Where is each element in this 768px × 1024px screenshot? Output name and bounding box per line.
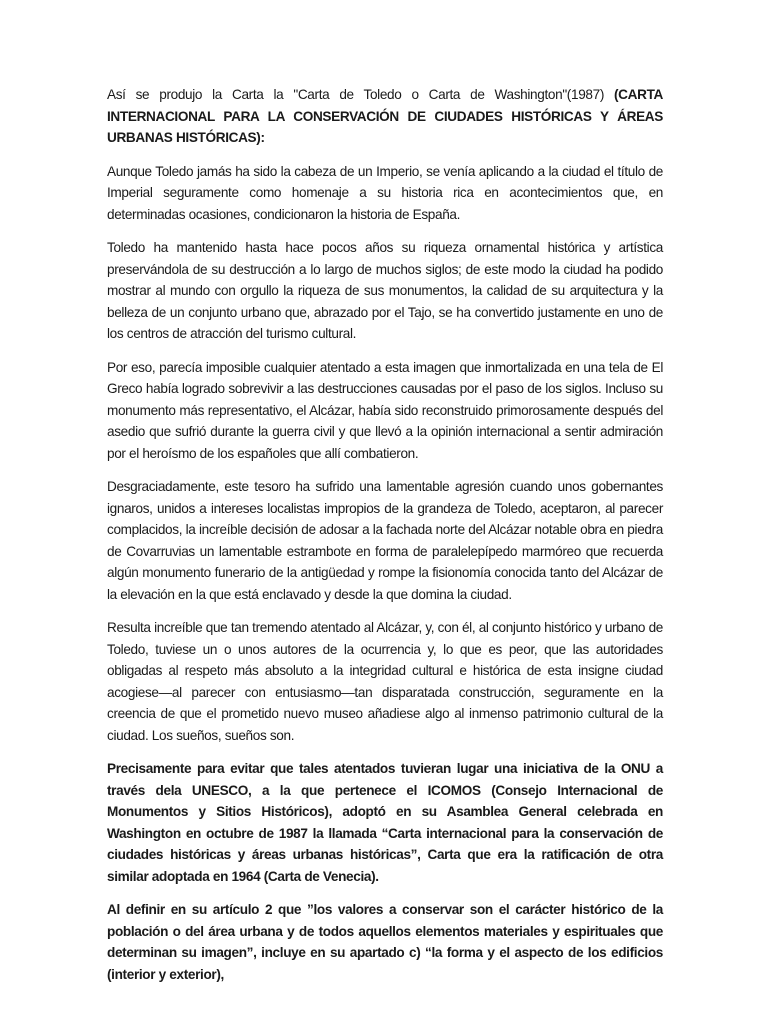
document-page [107, 84, 663, 997]
paragraph-unesco-icomos: Precisamente para evitar que tales atentados tuvieran lugar una iniciativa de la ONU a través dela UNESCO, a la que pertenece el ICOMOS (Consejo Internacional de Monumentos y Sitios Históricos), adoptó en su Asamblea General celebrada en Washington en octubre de 1987 la llamada “Carta internacional para la conservación de ciudades históricas y áreas urbanas históricas”, Carta que era la ratificación de otra similar adoptada en 1964 (Carta de Venecia). [107, 761, 663, 884]
paragraph-aggression: Desgraciadamente, este tesoro ha sufrido una lamentable agresión cuando unos gobernantes ignaros, unidos a intereses localistas impropios de la grandeza de Toledo, aceptaron, al parecer complacidos, la increíble decisión de adosar a la fachada norte del Alcázar notable obra en piedra de Covarruvias un lamentable estrambote en forma de paralelepípedo marmóreo que recuerda algún monumento funerario de la antigüedad y rompe la fisionomía conocida tanto del Alcázar de la elevación en la que está enclavado y desde la que domina la ciudad. [107, 479, 663, 602]
heading-intro: Así se produjo la Carta la "Carta de Toledo o Carta de Washington"(1987) [107, 87, 614, 102]
paragraph-ornamental-wealth: Toledo ha mantenido hasta hace pocos años su riqueza ornamental histórica y artística preservándola de su destrucción a lo largo de muchos siglos; de este modo la ciudad ha podido mostrar al mundo con orgullo la riqueza de sus monumentos, la calidad de su arquitectura y la belleza de un conjunto urbano que, abrazado por el Tajo, se ha convertido justamente en uno de los centros de atracción del turismo cultural. [107, 240, 663, 341]
paragraph-incredible-attack: Resulta increíble que tan tremendo atentado al Alcázar, y, con él, al conjunto histórico y urbano de Toledo, tuviese un o unos autores de la ocurrencia y, lo que es peor, que las autoridades obligadas al respeto más absoluto a la integridad cultural e histórica de esta insigne ciudad acogiese—al parecer con entusiasmo—tan disparatada construcción, seguramente en la creencia de que el prometido nuevo museo añadiese algo al inmenso patrimonio cultural de la ciudad. Los sueños, sueños son. [107, 620, 663, 743]
paragraph-article-2: Al definir en su artículo 2 que ”los valores a conservar son el carácter histórico de la población o del área urbana y de todos aquellos elementos materiales y espirituales que determinan su imagen”, incluye en su apartado c) “la forma y el aspecto de los edificios (interior y exterior), [107, 902, 663, 982]
heading-title: (CARTA INTERNACIONAL PARA LA CONSERVACIÓN DE CIUDADES HISTÓRICAS Y ÁREAS URBANAS HISTÓRICAS): [107, 87, 663, 145]
document-heading [107, 84, 663, 149]
paragraph-el-greco-alcazar: Por eso, parecía imposible cualquier atentado a esta imagen que inmortalizada en una tela de El Greco había logrado sobrevivir a las destrucciones causadas por el paso de los siglos. Incluso su monumento más representativo, el Alcázar, había sido reconstruido primorosamente después del asedio que sufrió durante la guerra civil y que llevó a la opinión internacional a sentir admiración por el heroísmo de los españoles que allí combatieron. [107, 359, 663, 461]
paragraph-imperial-title: Aunque Toledo jamás ha sido la cabeza de un Imperio, se venía aplicando a la ciudad el título de Imperial seguramente como homenaje a su historia rica en acontecimientos que, en determinadas ocasiones, condicionaron la historia de España. [107, 163, 663, 222]
